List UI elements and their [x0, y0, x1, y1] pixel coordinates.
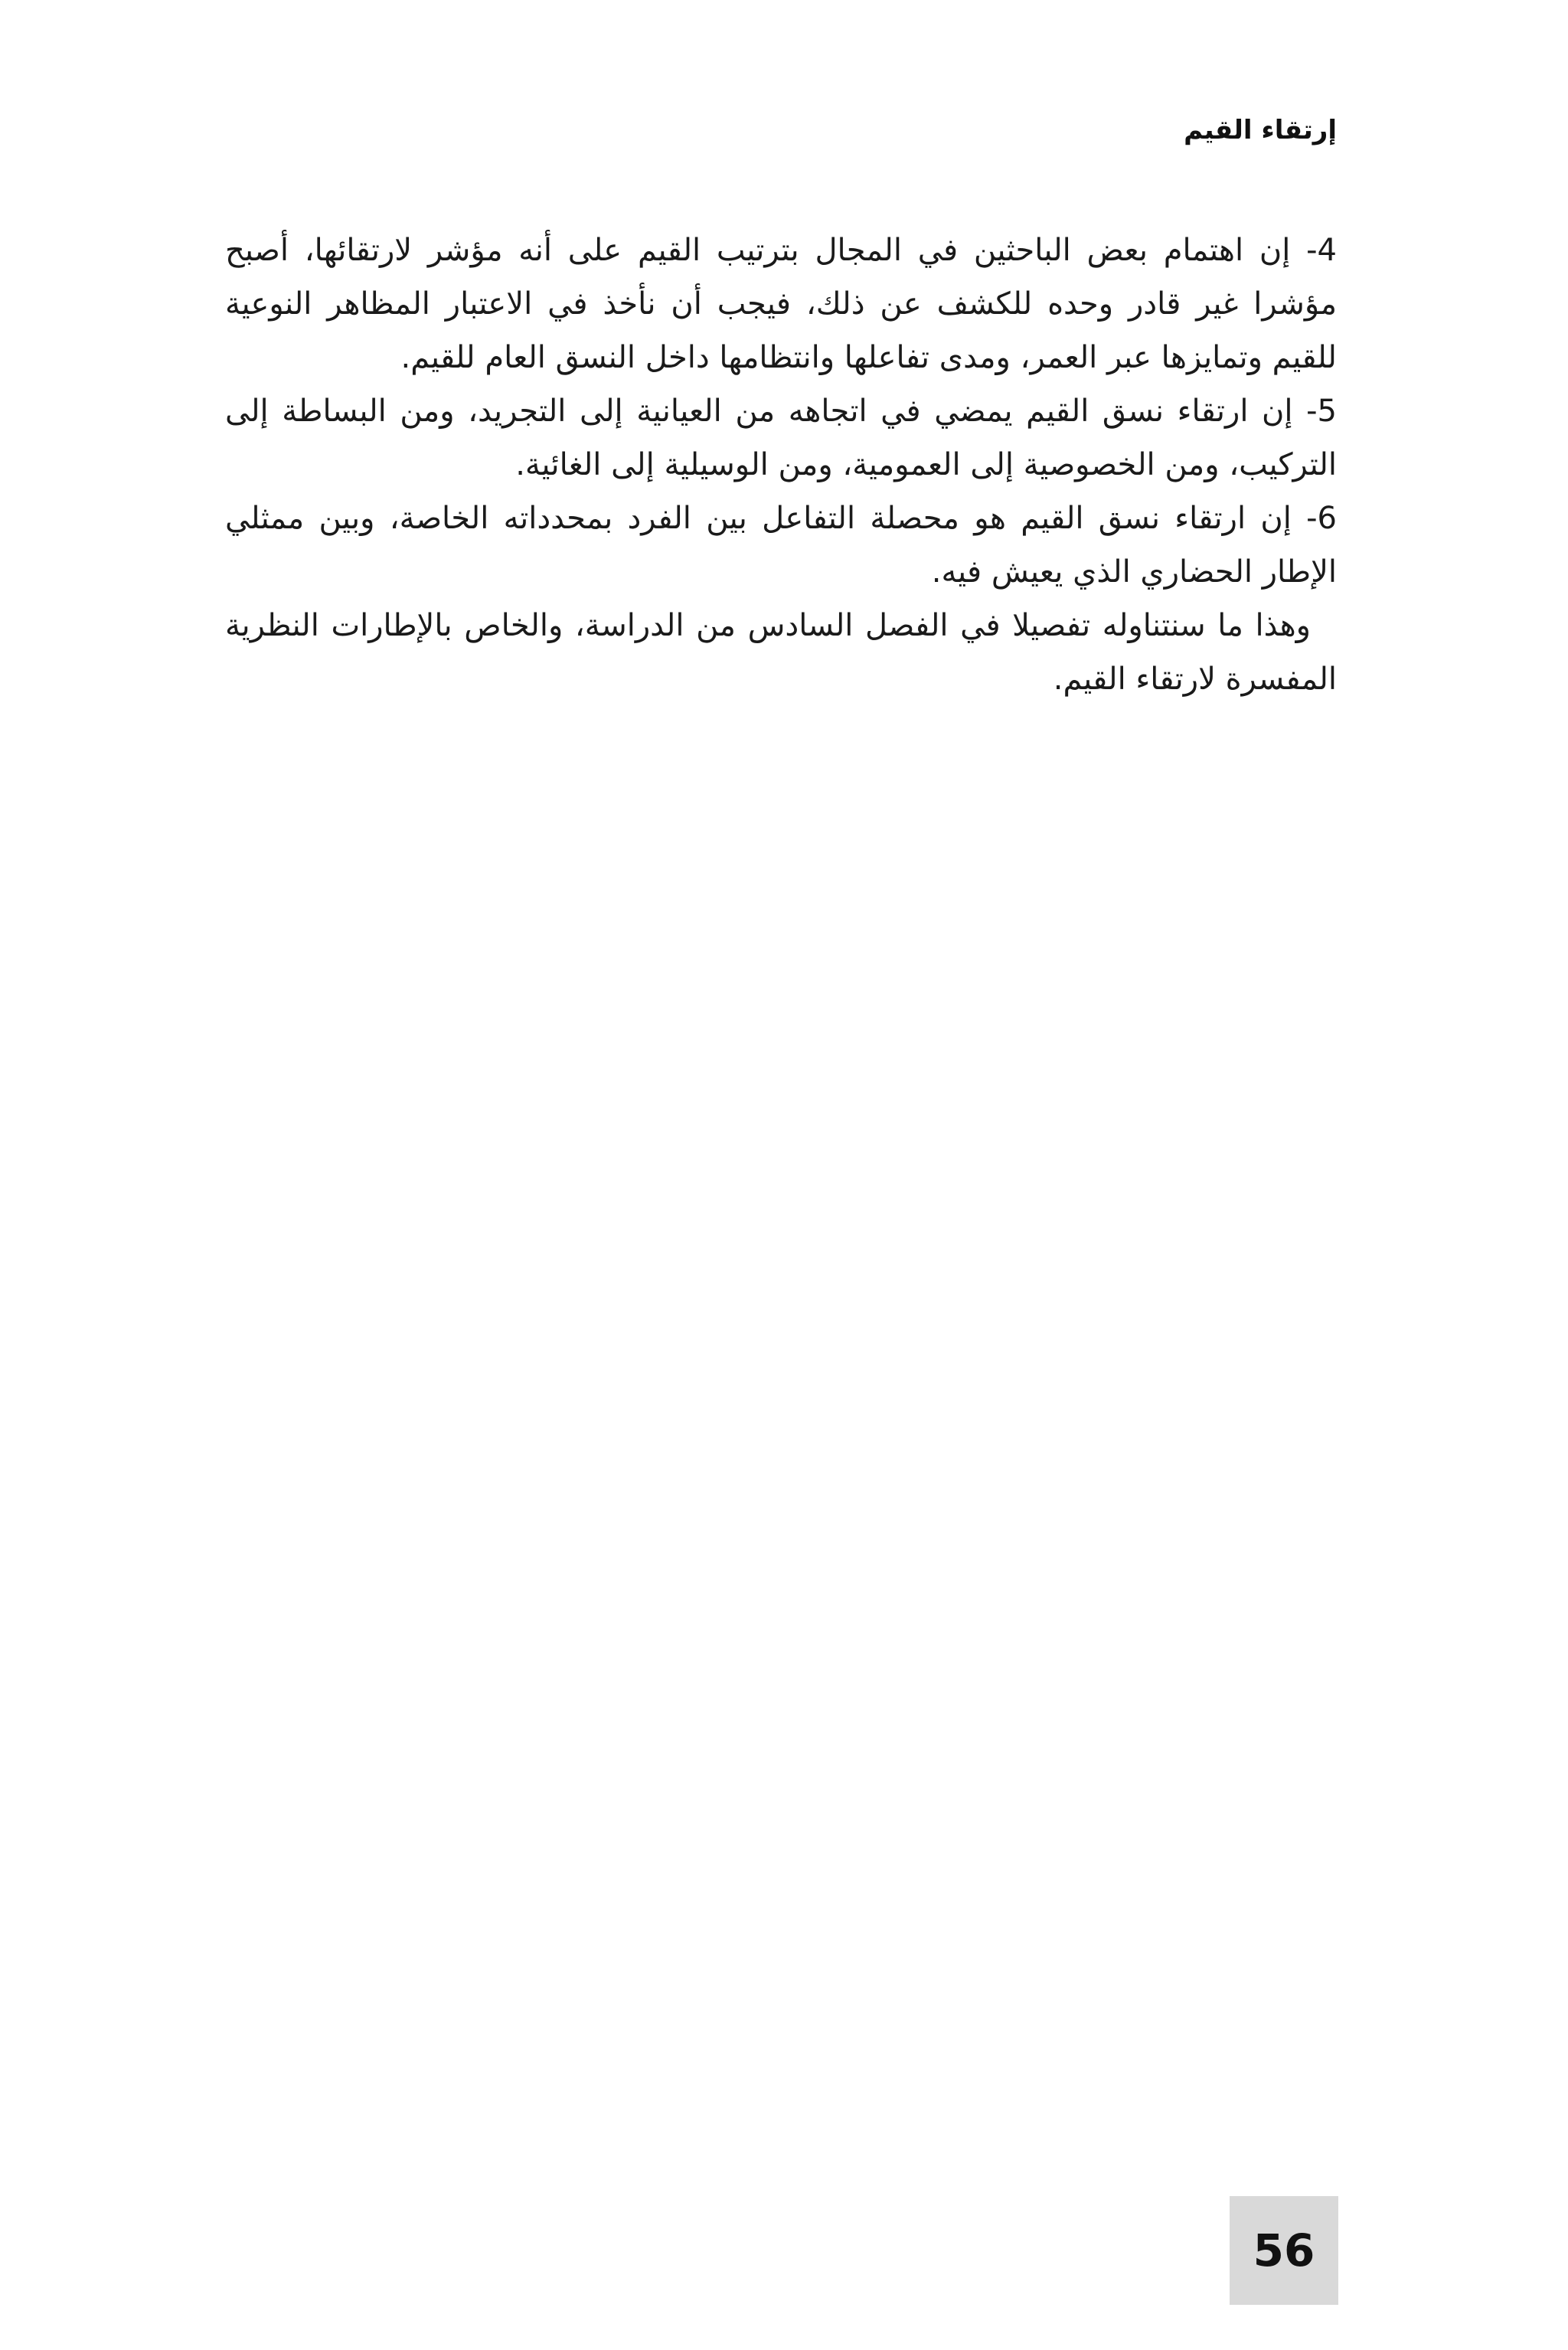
- running-header-title: إرتقاء القيم: [1184, 115, 1337, 145]
- paragraph-item-6: 6- إن ارتقاء نسق القيم هو محصلة التفاعل بين الفرد بمحدداته الخاصة، وبين ممثلي الإطار الحضاري الذي يعيش فيه.: [225, 501, 1337, 590]
- paragraph-item-4: 4- إن اهتمام بعض الباحثين في المجال بترتيب القيم على أنه مؤشر لارتقائها، أصبح مؤشرا غير قادر وحده للكشف عن ذلك، فيجب أن نأخذ في الاعتبار المظاهر النوعية للقيم وتمايزها عبر العمر، ومدى تفاعلها وانتظامها داخل النسق العام للقيم.: [225, 233, 1337, 375]
- body-text: [225, 224, 1337, 706]
- paragraph-item-5: 5- إن ارتقاء نسق القيم يمضي في اتجاهه من العيانية إلى التجريد، ومن البساطة إلى التركيب، ومن الخصوصية إلى العمومية، ومن الوسيلية إلى الغائية.: [225, 394, 1337, 482]
- paragraph-conclusion: وهذا ما سنتناوله تفصيلا في الفصل السادس من الدراسة، والخاص بالإطارات النظرية المفسرة لارتقاء القيم.: [225, 608, 1337, 697]
- page-number: 56: [1253, 2224, 1315, 2276]
- page-number-box: [1230, 2196, 1338, 2305]
